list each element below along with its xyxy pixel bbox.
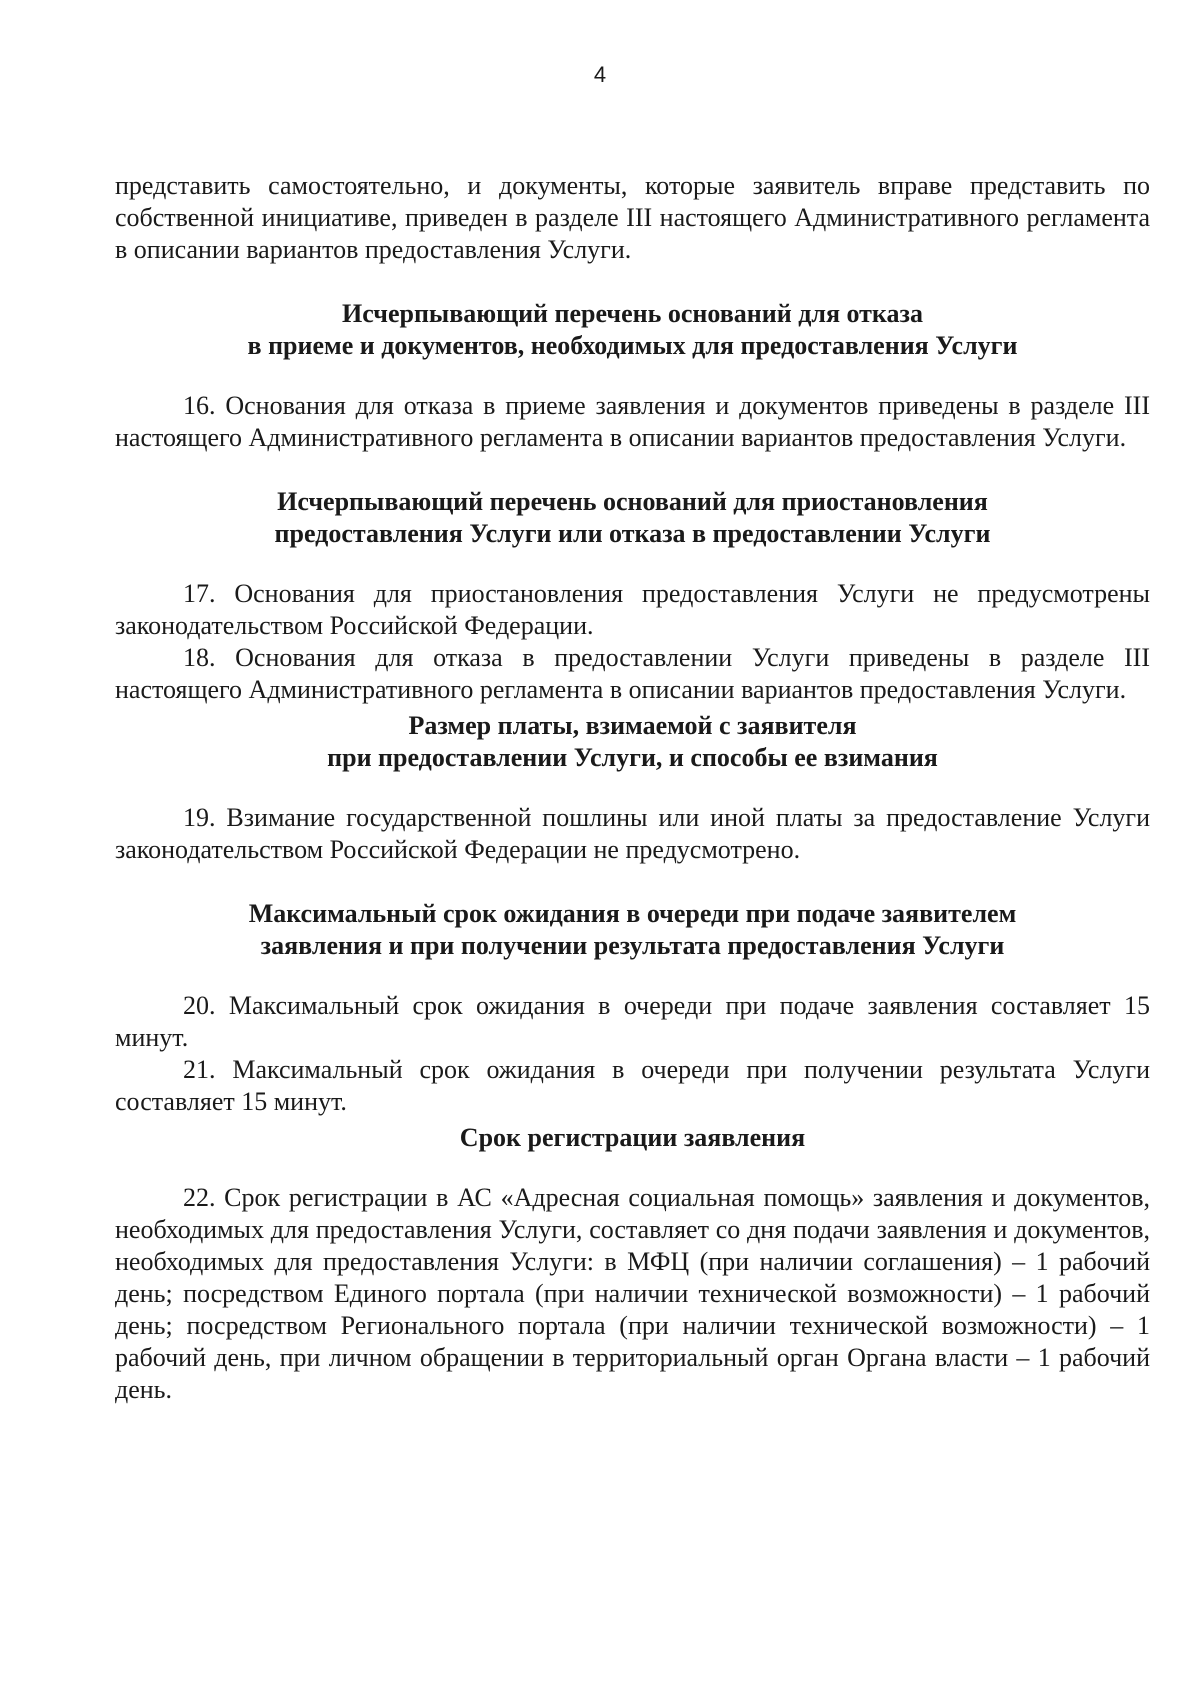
- section-suspension-refusal: [115, 486, 1150, 706]
- intro-paragraph: представить самостоятельно, и документы, которые заявитель вправе представить по собственной инициативе, приведен в разделе III настоящего Административного регламента в описании вариантов предоставления Услуги.: [115, 171, 1150, 264]
- section-heading: заявления и при получении результата предоставления Услуги: [260, 931, 1005, 960]
- section-registration-term: [115, 1122, 1150, 1406]
- page-number: 4: [593, 62, 607, 87]
- paragraph-18: 18. Основания для отказа в предоставлении Услуги приведены в разделе III настоящего Административного регламента в описании вариантов предоставления Услуги.: [115, 643, 1150, 704]
- section-heading: Исчерпывающий перечень оснований для отказа: [342, 299, 923, 328]
- section-heading: предоставления Услуги или отказа в предоставлении Услуги: [274, 519, 991, 548]
- paragraph-19: 19. Взимание государственной пошлины или иной платы за предоставление Услуги законодательством Российской Федерации не предусмотрено.: [115, 803, 1150, 864]
- paragraph-17: 17. Основания для приостановления предоставления Услуги не предусмотрены законодательством Российской Федерации.: [115, 579, 1150, 640]
- document-body: [115, 170, 1150, 1406]
- section-fee: [115, 710, 1150, 866]
- section-queue-time: [115, 898, 1150, 1118]
- paragraph-20: 20. Максимальный срок ожидания в очереди при подаче заявления составляет 15 минут.: [115, 991, 1150, 1052]
- section-heading: Максимальный срок ожидания в очереди при подаче заявителем: [248, 899, 1017, 928]
- section-heading: Срок регистрации заявления: [459, 1123, 806, 1152]
- section-heading: при предоставлении Услуги, и способы ее взимания: [327, 743, 938, 772]
- section-refusal-acceptance: [115, 298, 1150, 454]
- paragraph-16: 16. Основания для отказа в приеме заявления и документов приведены в разделе III настоящего Административного регламента в описании вариантов предоставления Услуги.: [115, 391, 1150, 452]
- section-heading: в приеме и документов, необходимых для предоставления Услуги: [247, 331, 1018, 360]
- section-heading: Исчерпывающий перечень оснований для приостановления: [277, 487, 988, 516]
- section-heading: Размер платы, взимаемой с заявителя: [408, 711, 857, 740]
- paragraph-22: 22. Срок регистрации в АС «Адресная социальная помощь» заявления и документов, необходимых для предоставления Услуги, составляет со дня подачи заявления и документов, необходимых для предоставления Услуги: в МФЦ (при наличии соглашения) – 1 рабочий день; посредством Единого портала (при наличии технической возможности) – 1 рабочий день; посредством Регионального портала (при наличии технической возможности) – 1 рабочий день, при личном обращении в территориальный орган Органа власти – 1 рабочий день.: [115, 1183, 1150, 1404]
- paragraph-21: 21. Максимальный срок ожидания в очереди при получении результата Услуги составляет 15 минут.: [115, 1055, 1150, 1116]
